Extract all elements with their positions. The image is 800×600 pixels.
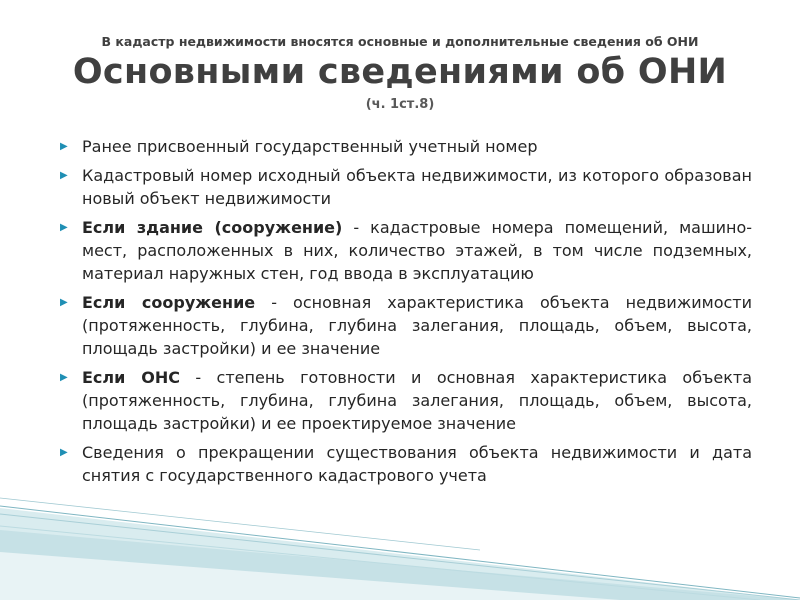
triangle-right-icon: ▶: [60, 297, 68, 308]
triangle-right-icon: ▶: [60, 141, 68, 152]
decorative-waves: [0, 490, 800, 600]
bullet-item: [60, 366, 752, 435]
bullet-lead: Если здание (сооружение): [82, 218, 343, 237]
bullet-item: [60, 135, 752, 158]
bullet-item: [60, 441, 752, 487]
triangle-right-icon: ▶: [60, 222, 68, 233]
bullet-item: [60, 164, 752, 210]
triangle-right-icon: ▶: [60, 170, 68, 181]
bullet-text: Ранее присвоенный государственный учетный номер: [82, 137, 538, 156]
bullet-text: - кадастровые номера помещений, машино-мест, расположенных в них, количество этажей, в том числе подземных, материал наружных стен, год ввода в эксплуатацию: [82, 218, 753, 283]
bullet-text: Сведения о прекращении существования объекта недвижимости и дата снятия с государственного кадастрового учета: [82, 443, 752, 485]
bullet-lead: Если сооружение: [82, 293, 256, 312]
slide-subtitle: В кадастр недвижимости вносятся основные и дополнительные сведения об ОНИ: [101, 34, 699, 49]
bullet-item: [60, 291, 752, 360]
triangle-right-icon: ▶: [60, 447, 68, 458]
bullet-text: - степень готовности и основная характеристика объекта (протяженность, глубина, глубина залегания, площадь, объем, высота, площадь застройки) и ее проектируемое значение: [82, 368, 752, 433]
bullet-lead: Если ОНС: [82, 368, 180, 387]
bullet-list: [60, 135, 752, 493]
slide-title: Основными сведениями об ОНИ: [72, 52, 728, 92]
triangle-right-icon: ▶: [60, 372, 68, 383]
bullet-text: Кадастровый номер исходный объекта недвижимости, из которого образован новый объект недвижимости: [82, 166, 752, 208]
title-note: (ч. 1ст.8): [365, 97, 435, 112]
bullet-text: - основная характеристика объекта недвижимости (протяженность, глубина, глубина залегания, площадь, объем, высота, площадь застройки) и ее значение: [82, 293, 752, 358]
bullet-item: [60, 216, 752, 285]
